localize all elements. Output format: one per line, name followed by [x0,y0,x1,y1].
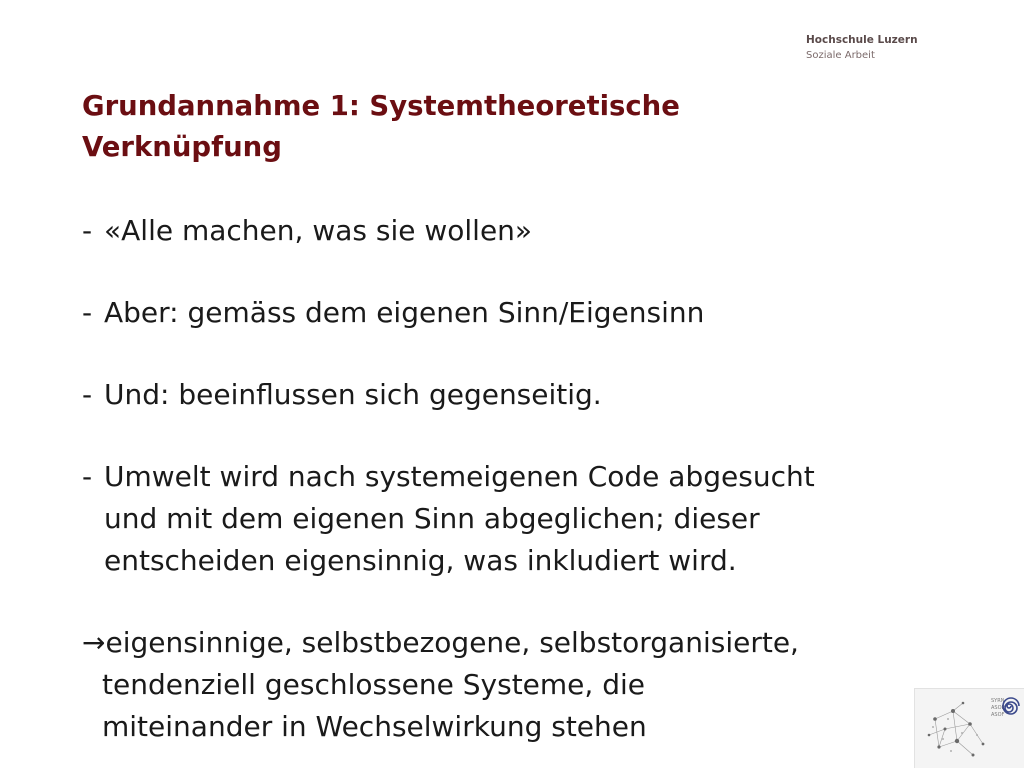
network-thumbnail-image [914,688,1024,768]
list-item-5 [82,622,1002,748]
item-4-line-2: und mit dem eigenen Sinn abgeglichen; dieser [104,502,760,535]
item-1-line-1: «Alle machen, was sie wollen» [104,214,533,247]
thumb-label-1: SYRN [991,698,1005,704]
dash-marker: - [82,378,93,411]
slide-title [82,86,942,168]
item-5-line-3: miteinander in Wechselwirkung stehen [102,710,647,743]
network-graph-icon [915,689,1024,768]
slide-body [82,210,1002,748]
item-4-line-1: Umwelt wird nach systemeigenen Code abgesucht [104,460,815,493]
thumb-label-3: ASOF [991,712,1005,718]
item-5-line-2: tendenziell geschlossene Systeme, die [102,668,645,701]
item-2-line-1: Aber: gemäss dem eigenen Sinn/Eigensinn [104,296,705,329]
title-line-1: Grundannahme 1: Systemtheoretische [82,90,680,122]
institution-logo [806,33,918,63]
list-item-1 [82,210,1002,252]
title-line-2: Verknüpfung [82,131,282,163]
list-item-4 [82,456,1002,582]
logo-name: Hochschule Luzern [806,34,918,46]
logo-department: Soziale Arbeit [806,50,875,61]
arrow-right-icon: → [82,626,106,659]
spiral-icon [1003,698,1019,714]
list-item-2 [82,292,1002,334]
dash-marker: - [82,460,93,493]
item-5-line-1: eigensinnige, selbstbezogene, selbstorganisierte, [105,626,799,659]
dash-marker: - [82,214,93,247]
dash-marker: - [82,296,93,329]
item-4-line-3: entscheiden eigensinnig, was inkludiert wird. [104,544,737,577]
item-3-line-1: Und: beeinflussen sich gegenseitig. [104,378,602,411]
thumb-label-2: ASOP [991,705,1005,711]
list-item-3 [82,374,1002,416]
